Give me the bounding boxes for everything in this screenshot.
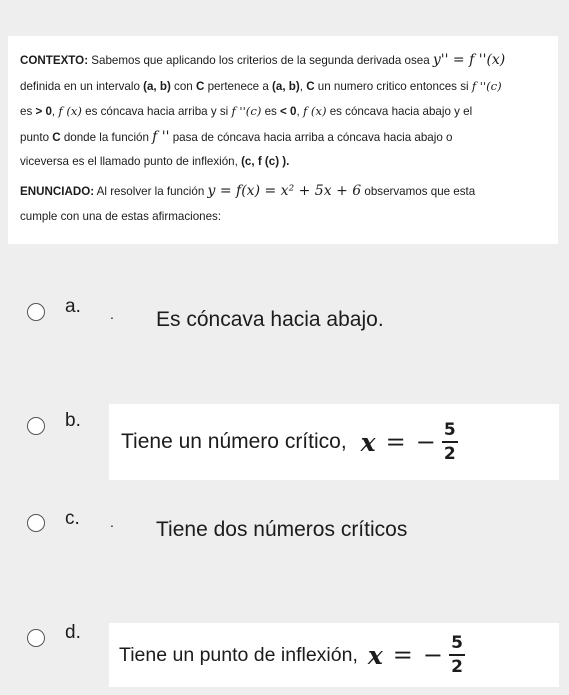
option-c-radio[interactable] — [27, 514, 45, 532]
option-b-letter: b. — [65, 410, 81, 431]
option-b[interactable] — [0, 404, 569, 484]
option-a-letter: a. — [65, 296, 81, 317]
option-d-variable: x — [367, 640, 383, 670]
option-b-text-box — [109, 404, 559, 480]
option-d-radio[interactable] — [27, 629, 45, 647]
option-b-text: Tiene un número crítico, — [121, 430, 347, 453]
option-a-dot: . — [110, 306, 114, 322]
option-c-dot: . — [110, 514, 114, 530]
function-formula: y = f(x) = x² + 5x + 6 — [207, 182, 362, 199]
option-d-text-box — [109, 623, 559, 687]
context-label: CONTEXTO: — [20, 54, 89, 67]
option-d-fraction — [449, 634, 465, 676]
option-b-numerator: 5 — [443, 420, 456, 441]
option-a-radio[interactable] — [27, 303, 45, 321]
context-paragraph: CONTEXTO: Sabemos que aplicando los criterios de la segunda derivada osea y'' = f ''(x) definida en un intervalo (a, b) con C pertenece a (a, b), C un numero critico entonces si f ''(c) es > 0, f (x) es cóncava hacia arriba y si f ''(c) es < 0, f (x) es cóncava hacia abajo y el punto C donde la función f '' pasa de cóncava hacia arriba a cóncava hacia abajo o viceversa es el llamado punto de inflexión, (c, f (c) ). — [20, 52, 506, 169]
option-d-minus: − — [422, 641, 443, 669]
option-d-text: Tiene un punto de inflexión, — [119, 643, 358, 666]
option-b-variable: x — [360, 427, 376, 457]
option-c-letter: c. — [65, 508, 80, 529]
option-c-text: Tiene dos números críticos — [156, 518, 408, 541]
enunciado-label: ENUNCIADO: — [20, 184, 95, 198]
option-a[interactable] — [0, 290, 569, 340]
option-b-fraction — [442, 421, 458, 463]
option-d-equals: = — [392, 641, 413, 669]
option-d-numerator: 5 — [451, 633, 463, 654]
option-d-letter: d. — [65, 622, 81, 643]
option-b-equals: = — [385, 428, 406, 456]
option-a-text: Es cóncava hacia abajo. — [156, 308, 384, 331]
option-b-denominator: 2 — [443, 443, 456, 464]
option-c[interactable] — [0, 508, 569, 558]
question-context — [8, 36, 558, 244]
enunciado-paragraph: ENUNCIADO: Al resolver la función y = f(x) = x² + 5x + 6 observamos que esta cumple con una de estas afirmaciones: — [20, 182, 476, 223]
option-b-radio[interactable] — [27, 417, 45, 435]
option-b-minus: − — [415, 428, 436, 456]
option-d[interactable] — [0, 620, 569, 690]
option-d-denominator: 2 — [451, 656, 463, 677]
